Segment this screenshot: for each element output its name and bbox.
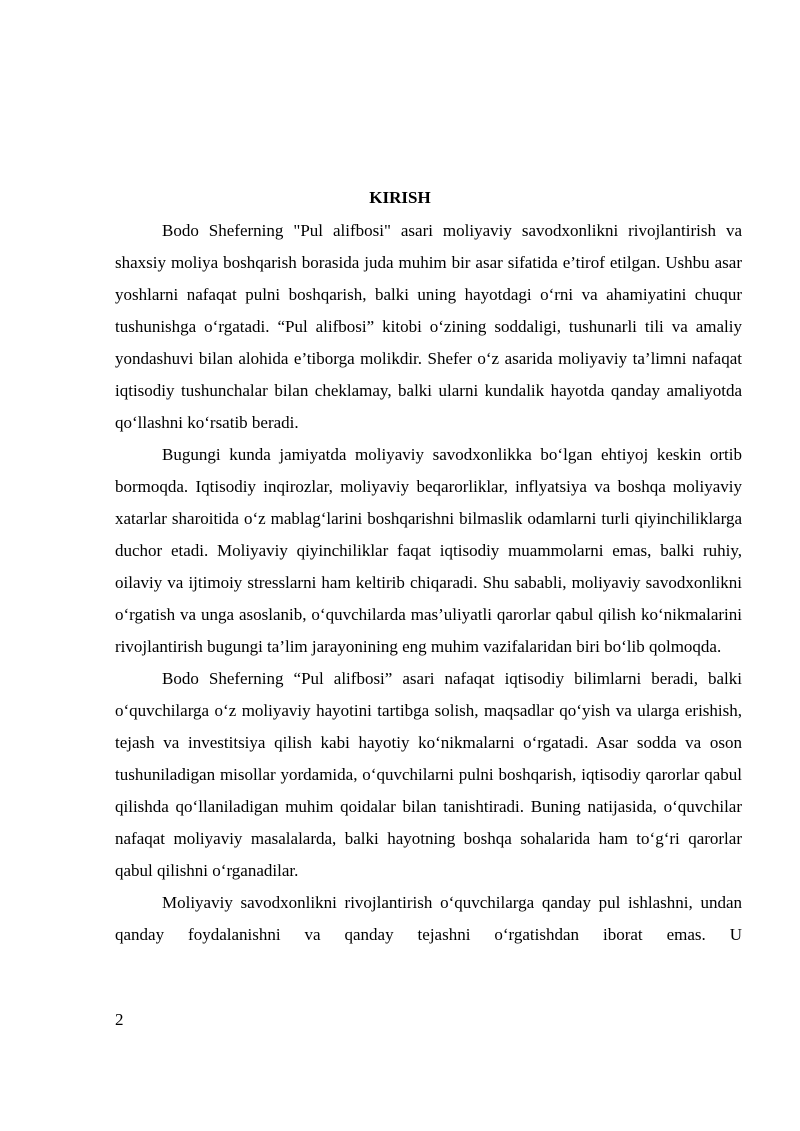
body-text	[115, 215, 742, 951]
section-heading: KIRISH	[369, 188, 431, 207]
page-number: 2	[115, 1010, 124, 1029]
paragraph-2: Bugungi kunda jamiyatda moliyaviy savodxonlikka bo‘lgan ehtiyoj keskin ortib bormoqda. Iqtisodiy inqirozlar, moliyaviy beqarorliklar, inflyatsiya va boshqa moliyaviy xatarlar sharoitida o‘z mablag‘larini boshqarishni bilmaslik odamlarni turli qiyinchiliklarga duchor etadi. Moliyaviy qiyinchiliklar faqat iqtisodiy muammolarni emas, balki ruhiy, oilaviy va ijtimoiy stresslarni ham keltirib chiqaradi. Shu sababli, moliyaviy savodxonlikni o‘rgatish va unga asoslanib, o‘quvchilarda mas’uliyatli qarorlar qabul qilish ko‘nikmalarini rivojlantirish bugungi ta’lim jarayonining eng muhim vazifalaridan biri bo‘lib qolmoqda.	[115, 445, 742, 656]
paragraph-1: Bodo Sheferning "Pul alifbosi" asari moliyaviy savodxonlikni rivojlantirish va shaxsiy moliya boshqarish borasida juda muhim bir asar sifatida e’tirof etilgan. Ushbu asar yoshlarni nafaqat pulni boshqarish, balki uning hayotdagi o‘rni va ahamiyatini chuqur tushunishga o‘rgatadi. “Pul alifbosi” kitobi o‘zining soddaligi, tushunarli tili va amaliy yondashuvi bilan alohida e’tiborga molikdir. Shefer o‘z asarida moliyaviy ta’limni nafaqat iqtisodiy tushunchalar bilan cheklamay, balki ularni kundalik hayotda qanday amaliyotda qo‘llashni ko‘rsatib beradi.	[115, 221, 742, 432]
paragraph-3: Bodo Sheferning “Pul alifbosi” asari nafaqat iqtisodiy bilimlarni beradi, balki o‘quvchilarga o‘z moliyaviy hayotini tartibga solish, maqsadlar qo‘yish va ularga erishish, tejash va investitsiya qilish kabi hayotiy ko‘nikmalarni o‘rgatadi. Asar sodda va oson tushuniladigan misollar yordamida, o‘quvchilarni pulni boshqarish, iqtisodiy qarorlar qabul qilishda qo‘llaniladigan muhim qoidalar bilan tanishtiradi. Buning natijasida, o‘quvchilar nafaqat moliyaviy masalalarda, balki hayotning boshqa sohalarida ham to‘g‘ri qarorlar qabul qilishni o‘rganadilar.	[115, 669, 742, 880]
paragraph-4: Moliyaviy savodxonlikni rivojlantirish o‘quvchilarga qanday pul ishlashni, undan qanday foydalanishni va qanday tejashni o‘rgatishdan iborat emas. U	[115, 893, 742, 944]
